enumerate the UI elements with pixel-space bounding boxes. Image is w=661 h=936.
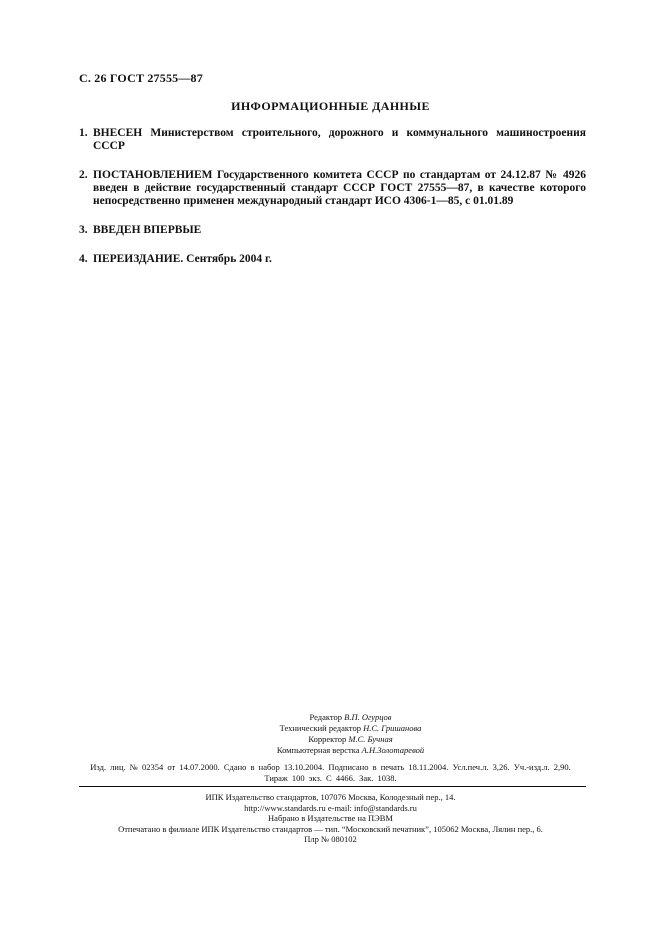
credit-role: Технический редактор — [279, 723, 361, 733]
info-item — [79, 169, 586, 208]
credit-person: М.С. Бучная — [348, 734, 393, 744]
divider — [79, 786, 586, 787]
info-list — [79, 127, 586, 282]
credit-person: А.Н.Золотаревой — [361, 745, 425, 755]
info-item-text: ПОСТАНОВЛЕНИЕМ Государственного комитета СССР по стандартам от 24.12.87 № 4926 введен в действие государственный стандарт СССР ГОСТ 27555—87, в качестве которого непосредственно применен международный стандарт ИСО 4306-1—85, с 01.01.89 — [93, 169, 586, 207]
publication-info-line: Изд. лиц. № 02354 от 14.07.2000. Сдано в набор 13.10.2004. Подписано в печать 18.11.2004. Усл.печ.л. 3,26. Уч.-изд.л. 2,90. — [90, 762, 571, 772]
page-header: С. 26 ГОСТ 27555—87 — [79, 71, 203, 85]
printing-line: Набрано в Издательстве на ПЭВМ — [268, 813, 393, 823]
info-item — [79, 224, 586, 237]
credits-block — [0, 712, 661, 756]
credit-line — [0, 712, 661, 723]
info-item-text: ПЕРЕИЗДАНИЕ. Сентябрь 2004 г. — [93, 253, 272, 265]
credit-role: Корректор — [308, 734, 347, 744]
credit-role: Компьютерная верстка — [276, 745, 360, 755]
credit-role: Редактор — [309, 712, 342, 722]
credit-line — [0, 745, 661, 756]
info-item-number: 1. — [79, 127, 88, 139]
printing-line: Отпечатано в филиале ИПК Издательство стандартов — тип. “Московский печатник”, 105062 Москва, Лялин пер., 6. — [118, 823, 543, 834]
info-item — [79, 253, 586, 266]
credit-person: Н.С. Гришанова — [363, 723, 422, 733]
publication-info — [0, 762, 661, 784]
info-item-text: ВНЕСЕН Министерством строительного, дорожного и коммунального машиностроения СССР — [93, 127, 586, 152]
info-item-number: 4. — [79, 253, 88, 265]
info-item-number: 3. — [79, 224, 88, 236]
publication-info-line: Тираж 100 экз. С 4466. Зак. 1038. — [264, 773, 397, 783]
printing-info — [0, 792, 661, 845]
credit-person: В.П. Огурцов — [344, 712, 392, 722]
printing-line: ИПК Издательство стандартов, 107076 Москва, Колодезный пер., 14. — [205, 792, 456, 802]
credit-line — [0, 734, 661, 745]
section-title: ИНФОРМАЦИОННЫЕ ДАННЫЕ — [231, 99, 430, 113]
credit-line — [0, 723, 661, 734]
info-item — [79, 127, 586, 153]
info-item-text: ВВЕДЕН ВПЕРВЫЕ — [93, 224, 202, 236]
info-item-number: 2. — [79, 169, 88, 181]
printing-line: Плр № 080102 — [304, 834, 357, 844]
printing-line: http://www.standards.ru e-mail: info@standards.ru — [244, 802, 417, 813]
